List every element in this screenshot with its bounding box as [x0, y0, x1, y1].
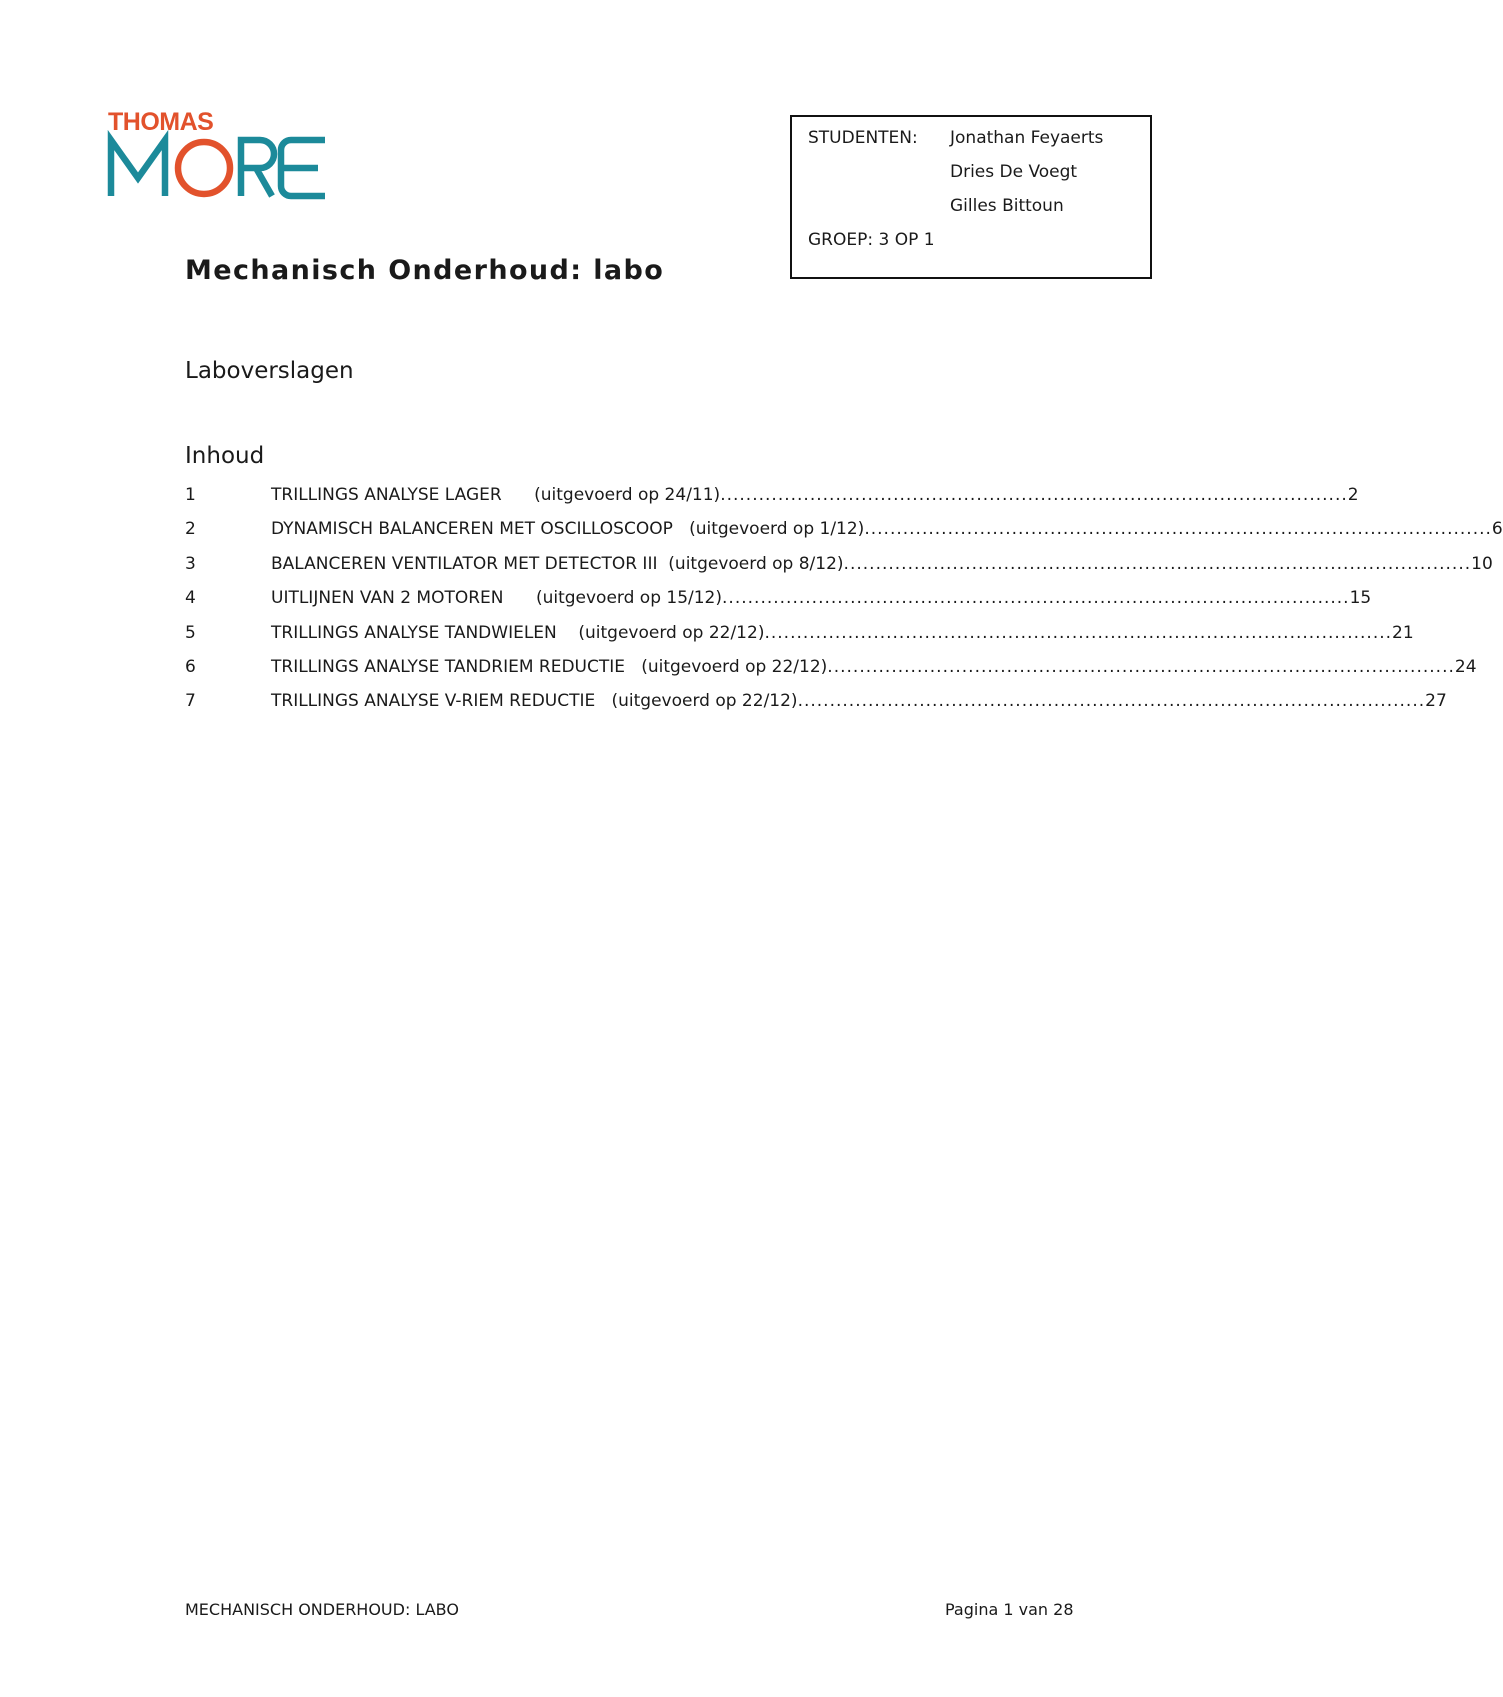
toc-date: (uitgevoerd op 8/12): [668, 553, 844, 574]
toc-title: UITLIJNEN VAN 2 MOTOREN: [271, 588, 536, 609]
toc-entry[interactable]: 1 TRILLINGS ANALYSE LAGER (uitgevoerd op 24/11) .................................................................................................. 2: [185, 485, 1359, 505]
toc-number: 1: [185, 485, 196, 505]
toc-title: TRILLINGS ANALYSE V-RIEM REDUCTIE: [271, 691, 612, 712]
footer-page-number: Pagina 1 van 28: [945, 1600, 1074, 1619]
toc-number: 5: [185, 622, 196, 643]
toc-title: TRILLINGS ANALYSE TANDRIEM REDUCTIE: [271, 656, 642, 677]
logo-more-wordmark: [108, 136, 330, 198]
table-of-contents: [185, 483, 1503, 724]
toc-number: 7: [185, 691, 196, 712]
student-row-1: [808, 128, 1103, 148]
toc-date: (uitgevoerd op 22/12): [611, 691, 798, 712]
toc-date: (uitgevoerd op 1/12): [689, 519, 865, 540]
student-row-2: [808, 162, 1077, 182]
student-name: Dries De Voegt: [950, 162, 1078, 182]
students-label: STUDENTEN:: [808, 128, 918, 148]
toc-title: BALANCEREN VENTILATOR MET DETECTOR III: [271, 553, 669, 574]
document-subtitle: Laboverslagen: [185, 358, 354, 384]
toc-entry[interactable]: 4 UITLIJNEN VAN 2 MOTOREN (uitgevoerd op 15/12) .................................................................................................. 15: [185, 588, 1372, 609]
toc-date: (uitgevoerd op 24/11): [534, 485, 721, 505]
toc-page: 2: [1347, 485, 1359, 505]
toc-title: TRILLINGS ANALYSE TANDWIELEN: [271, 622, 579, 643]
student-row-3: [808, 196, 1064, 216]
group-label: GROEP: 3 OP 1: [808, 230, 935, 250]
toc-number: 6: [185, 656, 196, 677]
toc-page: 10: [1471, 553, 1493, 574]
toc-page: 24: [1454, 656, 1477, 677]
toc-entry[interactable]: 2 DYNAMISCH BALANCEREN MET OSCILLOSCOOP (uitgevoerd op 1/12) .................................................................................................. 6: [185, 519, 1503, 540]
logo-line1: THOMAS: [108, 108, 214, 136]
thomas-more-logo: [108, 110, 328, 202]
student-name: Gilles Bittoun: [950, 196, 1064, 216]
toc-title: TRILLINGS ANALYSE LAGER: [271, 485, 535, 505]
student-info-box: [790, 115, 1152, 279]
toc-entry[interactable]: 6 TRILLINGS ANALYSE TANDRIEM REDUCTIE (uitgevoerd op 22/12) .................................................................................................. 24: [185, 656, 1477, 677]
toc-page: 6: [1491, 519, 1503, 540]
toc-date: (uitgevoerd op 15/12): [535, 588, 723, 609]
toc-heading: Inhoud: [185, 443, 265, 469]
toc-entry[interactable]: 3 BALANCEREN VENTILATOR MET DETECTOR III (uitgevoerd op 8/12) .................................................................................................. 10: [185, 553, 1493, 574]
document-title: Mechanisch Onderhoud: labo: [185, 255, 665, 286]
toc-entry[interactable]: 7 TRILLINGS ANALYSE V-RIEM REDUCTIE (uitgevoerd op 22/12) .................................................................................................. 27: [185, 691, 1447, 712]
toc-date: (uitgevoerd op 22/12): [578, 622, 765, 643]
toc-number: 3: [185, 553, 196, 574]
toc-page: 21: [1392, 622, 1414, 643]
toc-page: 15: [1349, 588, 1372, 609]
toc-date: (uitgevoerd op 22/12): [641, 656, 828, 677]
toc-entry[interactable]: 5 TRILLINGS ANALYSE TANDWIELEN (uitgevoerd op 22/12) .................................................................................................. 21: [185, 622, 1414, 643]
toc-title: DYNAMISCH BALANCEREN MET OSCILLOSCOOP: [271, 519, 690, 540]
toc-number: 2: [185, 519, 196, 540]
footer-title: MECHANISCH ONDERHOUD: LABO: [185, 1600, 459, 1619]
toc-page: 27: [1425, 691, 1447, 712]
toc-number: 4: [185, 588, 196, 609]
student-name: Jonathan Feyaerts: [950, 128, 1104, 148]
